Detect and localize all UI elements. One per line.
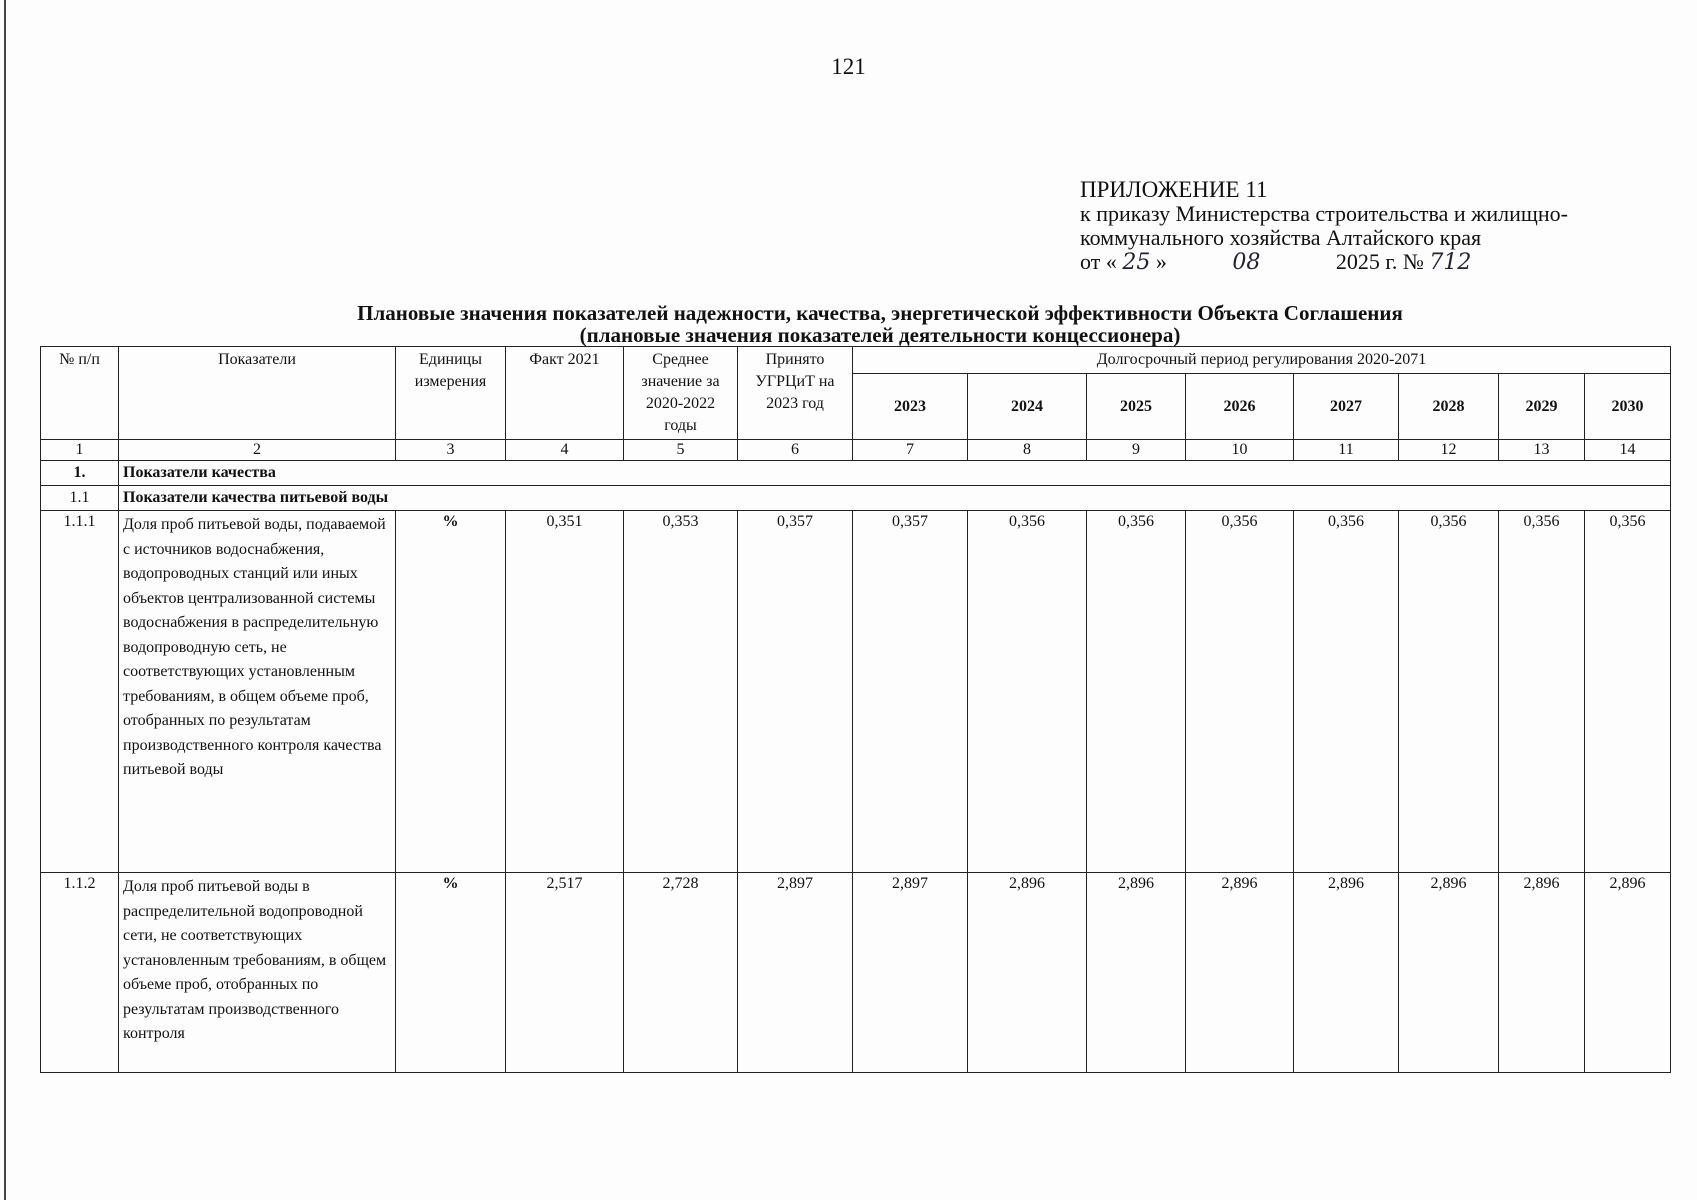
column-number: 13 <box>1499 440 1585 461</box>
header-year: 2024 <box>968 374 1087 440</box>
date-number: 712 <box>1429 250 1472 275</box>
header-year: 2029 <box>1499 374 1585 440</box>
row-number: 1.1.2 <box>41 873 119 1073</box>
date-month: 08 <box>1232 250 1261 275</box>
document-title-line-2: (плановые значения показателей деятельности концессионера) <box>579 323 1181 347</box>
header-indicator: Показатели <box>119 347 396 440</box>
document-title-line-1: Плановые значения показателей надежности, качества, энергетической эффективности Объекта Соглашения <box>357 301 1403 325</box>
column-number: 3 <box>396 440 506 461</box>
header-accepted: Принято УГРЦиТ на 2023 год <box>738 347 853 440</box>
header-year: 2026 <box>1186 374 1294 440</box>
column-number: 10 <box>1186 440 1294 461</box>
header-num: № п/п <box>41 347 119 440</box>
row-unit: % <box>396 873 506 1073</box>
header-year: 2023 <box>853 374 968 440</box>
indicators-table <box>40 346 1671 1073</box>
column-number: 8 <box>968 440 1087 461</box>
row-unit: % <box>396 511 506 873</box>
row-value: 0,356 <box>1585 511 1671 873</box>
date-day: 25 <box>1122 250 1151 275</box>
appendix-date-line <box>1080 250 1568 275</box>
appendix-title: ПРИЛОЖЕНИЕ 11 <box>1080 177 1268 202</box>
column-number: 2 <box>119 440 396 461</box>
table-row <box>41 511 1671 873</box>
section-row <box>41 461 1671 486</box>
row-value: 0,356 <box>1399 511 1499 873</box>
column-number: 14 <box>1585 440 1671 461</box>
date-year: 2025 г. № <box>1335 249 1424 274</box>
row-value: 2,896 <box>1499 873 1585 1073</box>
row-value: 0,357 <box>853 511 968 873</box>
column-number: 12 <box>1399 440 1499 461</box>
header-fact: Факт 2021 <box>506 347 624 440</box>
header-year: 2025 <box>1087 374 1186 440</box>
appendix-line-1: к приказу Министерства строительства и жилищно- <box>1080 201 1568 226</box>
row-value: 0,357 <box>738 511 853 873</box>
column-number: 11 <box>1294 440 1399 461</box>
row-number: 1.1.1 <box>41 511 119 873</box>
appendix-block <box>1080 178 1568 275</box>
subsection-number: 1.1 <box>41 486 119 511</box>
row-value: 2,896 <box>1186 873 1294 1073</box>
header-year: 2027 <box>1294 374 1399 440</box>
column-number: 7 <box>853 440 968 461</box>
subsection-title: Показатели качества питьевой воды <box>119 486 1671 511</box>
section-title: Показатели качества <box>119 461 1671 486</box>
row-indicator: Доля проб питьевой воды, подаваемой с источников водоснабжения, водопроводных станций или иных объектов централизованной системы водоснабжения в распределительную водопроводную сеть, не соответствующих установленным требованиям, в общем объеме проб, отобранных по результатам производственного контроля качества питьевой воды <box>119 511 396 873</box>
row-value: 0,356 <box>1294 511 1399 873</box>
column-number: 4 <box>506 440 624 461</box>
row-value: 2,896 <box>968 873 1087 1073</box>
row-value: 2,896 <box>1585 873 1671 1073</box>
header-year: 2030 <box>1585 374 1671 440</box>
column-number: 5 <box>624 440 738 461</box>
date-sep: » <box>1155 249 1167 274</box>
subsection-row <box>41 486 1671 511</box>
row-indicator: Доля проб питьевой воды в распределительной водопроводной сети, не соответствующих установленным требованиям, в общем объеме проб, отобранных по результатам производственного контроля <box>119 873 396 1073</box>
row-value: 0,356 <box>1499 511 1585 873</box>
row-value: 2,728 <box>624 873 738 1073</box>
header-period: Долгосрочный период регулирования 2020-2071 <box>853 347 1671 374</box>
row-value: 2,897 <box>738 873 853 1073</box>
column-number: 1 <box>41 440 119 461</box>
row-value: 0,356 <box>1087 511 1186 873</box>
header-unit: Единицы измерения <box>396 347 506 440</box>
section-number: 1. <box>41 461 119 486</box>
column-number-row <box>41 440 1671 461</box>
row-value: 0,356 <box>1186 511 1294 873</box>
row-value: 2,896 <box>1294 873 1399 1073</box>
row-value: 2,896 <box>1087 873 1186 1073</box>
column-number: 6 <box>738 440 853 461</box>
row-value: 2,896 <box>1399 873 1499 1073</box>
row-value: 2,897 <box>853 873 968 1073</box>
column-number: 9 <box>1087 440 1186 461</box>
page-number: 121 <box>831 54 866 79</box>
row-value: 2,517 <box>506 873 624 1073</box>
row-value: 0,351 <box>506 511 624 873</box>
table-row <box>41 873 1671 1073</box>
date-prefix: от « <box>1080 249 1117 274</box>
header-year: 2028 <box>1399 374 1499 440</box>
document-title <box>0 302 1697 346</box>
page-edge <box>4 0 6 1200</box>
appendix-line-2: коммунального хозяйства Алтайского края <box>1080 225 1482 250</box>
row-value: 0,356 <box>968 511 1087 873</box>
header-average: Среднее значение за 2020-2022 годы <box>624 347 738 440</box>
row-value: 0,353 <box>624 511 738 873</box>
